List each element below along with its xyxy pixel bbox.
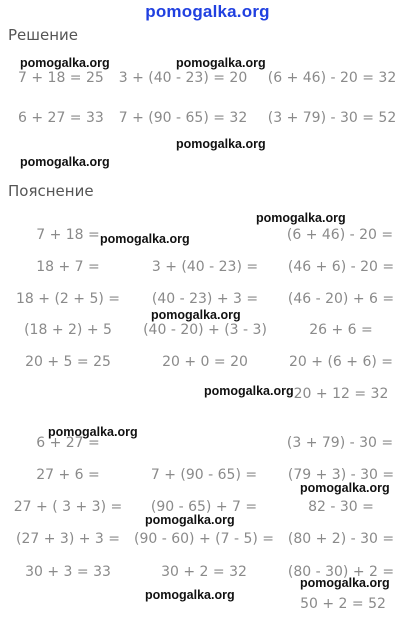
expl1-eq: 7 + 18 = <box>36 227 100 243</box>
expl1-eq: (40 - 20) + (3 - 3) <box>143 322 267 338</box>
watermark: pomogalka.org <box>256 211 346 225</box>
solution-eq-5: 7 + (90 - 65) = 32 <box>118 110 248 126</box>
expl2-eq: (80 + 2) - 30 = <box>287 531 395 547</box>
expl1-eq: 20 + 0 = 20 <box>162 354 248 370</box>
watermark: pomogalka.org <box>100 232 190 246</box>
explanation-heading: Пояснение <box>8 182 94 200</box>
expl1-eq: 20 + 5 = 25 <box>25 354 111 370</box>
solution-eq-4: 6 + 27 = 33 <box>18 110 104 126</box>
expl2-eq: (27 + 3) + 3 = <box>16 531 120 547</box>
expl1-eq: (18 + 2) + 5 <box>24 322 112 338</box>
expl2-eq: (80 - 30) + 2 = <box>287 564 395 580</box>
expl1-eq: 20 + 12 = 32 <box>293 386 389 402</box>
watermark: pomogalka.org <box>20 155 110 169</box>
expl2-eq: 30 + 2 = 32 <box>161 564 247 580</box>
expl1-eq: 20 + (6 + 6) = <box>289 354 393 370</box>
watermark: pomogalka.org <box>176 137 266 151</box>
expl1-eq: (46 + 6) - 20 = <box>287 259 395 275</box>
expl2-eq: 27 + 6 = <box>36 467 100 483</box>
expl2-eq: 6 + 27 = <box>36 435 100 451</box>
solution-heading: Решение <box>8 26 79 44</box>
expl1-eq: 18 + 7 = <box>36 259 100 275</box>
expl1-eq: 3 + (40 - 23) = <box>151 259 259 275</box>
expl1-eq: 26 + 6 = <box>309 322 373 338</box>
watermark: pomogalka.org <box>151 308 241 322</box>
watermark: pomogalka.org <box>20 56 110 70</box>
watermark: pomogalka.org <box>176 56 266 70</box>
expl2-eq: 50 + 2 = 52 <box>300 596 386 612</box>
expl2-eq: 30 + 3 = 33 <box>25 564 111 580</box>
expl2-eq: (3 + 79) - 30 = <box>286 435 394 451</box>
watermark: pomogalka.org <box>300 481 390 495</box>
watermark: pomogalka.org <box>204 384 294 398</box>
expl1-eq: 18 + (2 + 5) = <box>16 291 120 307</box>
solution-eq-2: 3 + (40 - 23) = 20 <box>118 70 248 86</box>
expl2-eq: (90 - 65) + 7 = <box>150 499 258 515</box>
expl2-eq: 82 - 30 = <box>308 499 374 515</box>
watermark: pomogalka.org <box>48 425 138 439</box>
solution-eq-3: (6 + 46) - 20 = 32 <box>267 70 397 86</box>
solution-eq-1: 7 + 18 = 25 <box>18 70 104 86</box>
expl2-eq: (79 + 3) - 30 = <box>287 467 395 483</box>
expl1-eq: (6 + 46) - 20 = <box>286 227 394 243</box>
expl2-eq: (90 - 60) + (7 - 5) = <box>133 531 275 547</box>
watermark: pomogalka.org <box>145 588 235 602</box>
solution-eq-6: (3 + 79) - 30 = 52 <box>267 110 397 126</box>
site-header: pomogalka.org <box>145 2 270 21</box>
watermark: pomogalka.org <box>300 576 390 590</box>
expl1-eq: (46 - 20) + 6 = <box>287 291 395 307</box>
expl2-eq: 27 + ( 3 + 3) = <box>13 499 123 515</box>
watermark: pomogalka.org <box>145 513 235 527</box>
expl2-eq: 7 + (90 - 65) = <box>150 467 258 483</box>
expl1-eq: (40 - 23) + 3 = <box>151 291 259 307</box>
